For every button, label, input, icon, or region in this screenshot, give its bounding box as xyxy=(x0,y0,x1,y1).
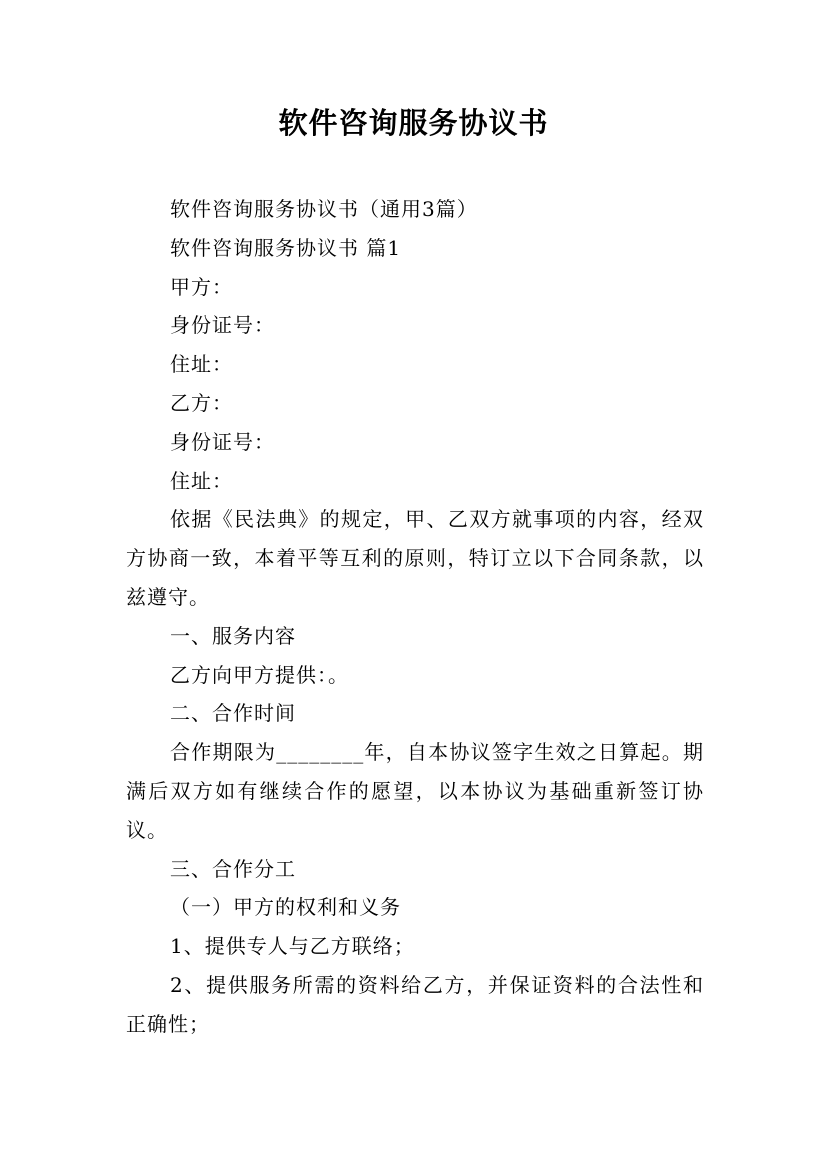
document-title: 软件咨询服务协议书 xyxy=(278,106,549,140)
paragraph-service-content: 乙方向甲方提供：。 xyxy=(170,662,349,687)
paragraph-party-b-address: 住址： xyxy=(170,468,233,493)
paragraph-party-a: 甲方： xyxy=(170,274,233,299)
paragraph-item-1: 1、提供专人与乙方联络； xyxy=(170,934,415,959)
paragraph-heading-time: 二、合作时间 xyxy=(170,701,296,726)
paragraph-section-heading: 软件咨询服务协议书 篇1 xyxy=(170,235,402,260)
paragraph-subtitle: 软件咨询服务协议书（通用3篇） xyxy=(170,197,478,221)
paragraph-heading-service: 一、服务内容 xyxy=(170,623,296,648)
paragraph-preamble: 依据《民法典》的规定，甲、乙双方就事项的内容，经双方协商一致，本着平等互利的原则，特订立以下合同条款，以兹遵守。 xyxy=(126,507,704,609)
paragraph-item-2: 2、提供服务所需的资料给乙方，并保证资料的合法性和正确性； xyxy=(126,972,704,1036)
paragraph-party-a-address: 住址： xyxy=(170,352,233,377)
paragraph-party-b-id: 身份证号： xyxy=(170,429,275,454)
paragraph-party-b: 乙方： xyxy=(170,390,233,415)
paragraph-cooperation-period: 合作期限为________年，自本协议签字生效之日算起。期满后双方如有继续合作的愿望，以本协议为基础重新签订协议。 xyxy=(126,740,704,842)
paragraph-heading-division: 三、合作分工 xyxy=(170,856,296,881)
document-body xyxy=(126,190,704,1044)
paragraph-party-a-id: 身份证号： xyxy=(170,313,275,338)
paragraph-party-a-rights: （一）甲方的权利和义务 xyxy=(170,895,401,920)
